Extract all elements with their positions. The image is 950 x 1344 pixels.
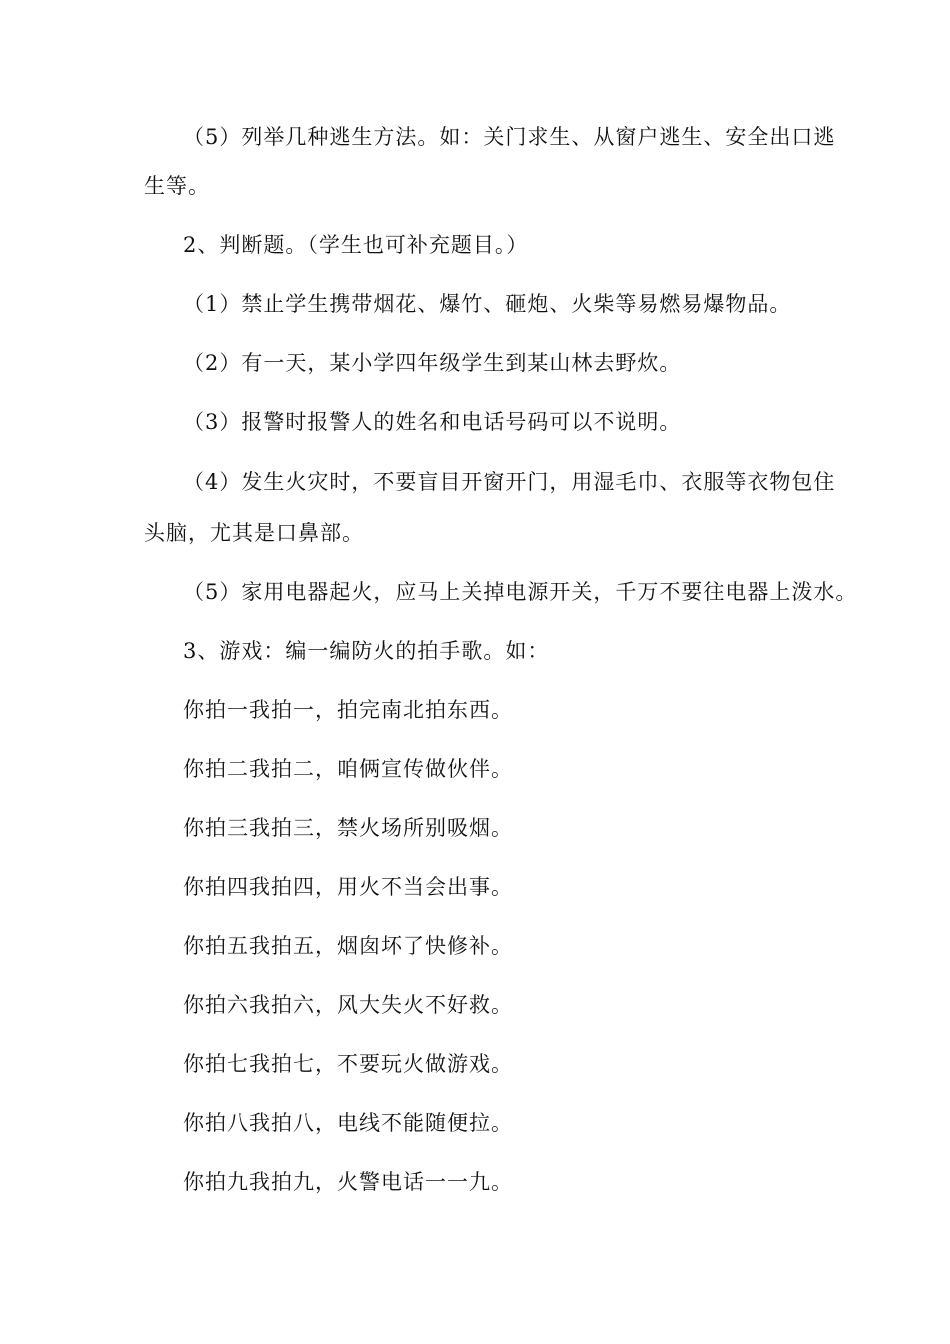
paragraph-line: 2、判断题。（学生也可补充题目。） xyxy=(183,233,529,257)
paragraph-line: 头脑，尤其是口鼻部。 xyxy=(144,521,364,545)
paragraph-line: （5）家用电器起火，应马上关掉电源开关，千万不要往电器上泼水。 xyxy=(183,580,858,604)
paragraph-line: （1）禁止学生携带烟花、爆竹、砸炮、火柴等易燃易爆物品。 xyxy=(183,292,792,316)
paragraph-line: （4）发生火灾时，不要盲目开窗开门，用湿毛巾、衣服等衣物包住 xyxy=(183,470,836,494)
verse-line: 你拍三我拍三，禁火场所别吸烟。 xyxy=(183,816,513,840)
paragraph-line: （5）列举几种逃生方法。如：关门求生、从窗户逃生、安全出口逃 xyxy=(183,125,836,149)
paragraph-line: 生等。 xyxy=(144,174,210,198)
verse-line: 你拍五我拍五，烟囱坏了快修补。 xyxy=(183,934,513,958)
paragraph-line: （2）有一天，某小学四年级学生到某山林去野炊。 xyxy=(183,351,682,375)
verse-line: 你拍一我拍一，拍完南北拍东西。 xyxy=(183,698,513,722)
paragraph-line: （3）报警时报警人的姓名和电话号码可以不说明。 xyxy=(183,410,682,434)
verse-line: 你拍四我拍四，用火不当会出事。 xyxy=(183,875,513,899)
verse-line: 你拍八我拍八，电线不能随便拉。 xyxy=(183,1111,513,1135)
verse-line: 你拍九我拍九，火警电话一一九。 xyxy=(183,1170,513,1194)
verse-line: 你拍七我拍七，不要玩火做游戏。 xyxy=(183,1052,513,1076)
paragraph-line: 3、游戏：编一编防火的拍手歌。如： xyxy=(183,639,550,663)
verse-line: 你拍六我拍六，风大失火不好救。 xyxy=(183,993,513,1017)
verse-line: 你拍二我拍二，咱俩宣传做伙伴。 xyxy=(183,757,513,781)
